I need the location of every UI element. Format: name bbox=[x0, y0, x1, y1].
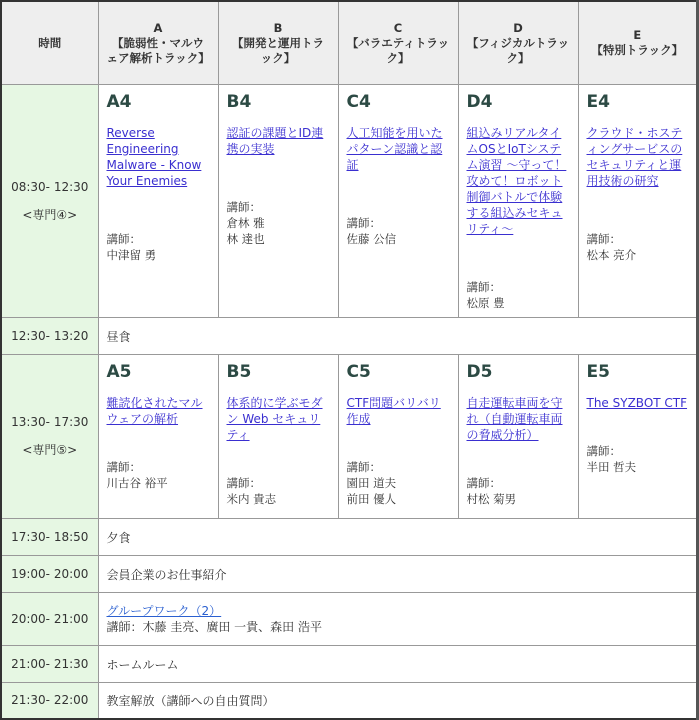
header-track-b: B 【開発と運用トラック】 bbox=[218, 1, 338, 85]
session-c5 bbox=[338, 355, 458, 519]
lecturer-label: 講師： bbox=[466, 476, 501, 490]
lunch-cell: 昼食 bbox=[98, 318, 698, 355]
session-code: D5 bbox=[466, 362, 493, 382]
header-track-d: D 【フィジカルトラック】 bbox=[458, 1, 578, 85]
homeroom-row bbox=[1, 646, 698, 683]
session-d4 bbox=[458, 85, 578, 318]
time-cell: 21:30- 22:00 bbox=[1, 683, 98, 719]
block4-row bbox=[1, 85, 698, 318]
group-work-lecturers: 講師：木藤 圭亮、廣田 一貴、森田 浩平 bbox=[106, 620, 322, 634]
session-title-link[interactable]: 人工知能を用いたパターン認識と認証 bbox=[346, 126, 443, 172]
session-title-link[interactable]: 組込みリアルタイムOSとIoTシステム演習 〜守って！攻めて！ロボット制御バトルで体験する組込みセキュリティ〜 bbox=[466, 126, 567, 236]
lecturer-label: 講師： bbox=[466, 280, 501, 294]
time-cell: 19:00- 20:00 bbox=[1, 556, 98, 593]
header-track-c: C 【バラエティトラック】 bbox=[338, 1, 458, 85]
lunch-row bbox=[1, 318, 698, 355]
lecturer-name: 村松 菊男 bbox=[466, 492, 517, 506]
session-title-link[interactable]: 体系的に学ぶモダン Web セキュリティ bbox=[226, 396, 323, 442]
lecturer-name: 林 達也 bbox=[226, 232, 265, 246]
session-title-link[interactable]: 難読化されたマルウェアの解析 bbox=[106, 396, 203, 426]
lecturer-name: 米内 貴志 bbox=[226, 492, 277, 506]
lecturer-name: 倉林 雅 bbox=[226, 216, 265, 230]
dinner-row bbox=[1, 519, 698, 556]
company-intro-cell: 会員企業のお仕事紹介 bbox=[98, 556, 698, 593]
lecturer-name: 中津留 勇 bbox=[106, 248, 157, 262]
session-code: B4 bbox=[226, 92, 252, 112]
header-track-e: E 【特別トラック】 bbox=[578, 1, 698, 85]
session-a5 bbox=[98, 355, 218, 519]
lecturer-label: 講師： bbox=[346, 460, 381, 474]
session-title-link[interactable]: 自走運転車両を守れ（自動運転車両の脅威分析） bbox=[466, 396, 563, 442]
lecturer-label: 講師： bbox=[586, 232, 621, 246]
session-code: C5 bbox=[346, 362, 371, 382]
session-code: A4 bbox=[106, 92, 132, 112]
header-track-a: A 【脆弱性・マルウェア解析トラック】 bbox=[98, 1, 218, 85]
session-e5 bbox=[578, 355, 698, 519]
lecturer-name: 松本 亮介 bbox=[586, 248, 637, 262]
group-work-link[interactable]: グループワーク（2） bbox=[106, 604, 222, 618]
session-c4 bbox=[338, 85, 458, 318]
lecturer-name: 園田 道夫 bbox=[346, 476, 397, 490]
time-cell: 13:30- 17:30 <専門⑤> bbox=[1, 355, 98, 519]
open-classroom-row bbox=[1, 683, 698, 719]
session-code: E4 bbox=[586, 92, 610, 112]
session-code: E5 bbox=[586, 362, 610, 382]
lecturer-name: 松原 豊 bbox=[466, 296, 505, 310]
time-cell: 20:00- 21:00 bbox=[1, 593, 98, 646]
block5-row bbox=[1, 355, 698, 519]
lecturer-label: 講師： bbox=[106, 460, 141, 474]
session-a4 bbox=[98, 85, 218, 318]
lecturer-name: 前田 優人 bbox=[346, 492, 397, 506]
time-cell: 17:30- 18:50 bbox=[1, 519, 98, 556]
time-cell: 21:00- 21:30 bbox=[1, 646, 98, 683]
lecturer-label: 講師： bbox=[106, 232, 141, 246]
session-b4 bbox=[218, 85, 338, 318]
dinner-cell: 夕食 bbox=[98, 519, 698, 556]
session-code: C4 bbox=[346, 92, 371, 112]
lecturer-label: 講師： bbox=[346, 216, 381, 230]
session-d5 bbox=[458, 355, 578, 519]
lecturer-label: 講師： bbox=[226, 476, 261, 490]
open-classroom-cell: 教室解放（講師への自由質問） bbox=[98, 683, 698, 719]
time-cell: 12:30- 13:20 bbox=[1, 318, 98, 355]
time-cell: 08:30- 12:30 <専門④> bbox=[1, 85, 98, 318]
session-title-link[interactable]: 認証の課題とID連携の実装 bbox=[226, 126, 324, 156]
session-title-link[interactable]: クラウド・ホスティングサービスのセキュリティと運用技術の研究 bbox=[586, 126, 683, 188]
session-title-link[interactable]: CTF問題バリバリ作成 bbox=[346, 396, 441, 426]
session-title-link[interactable]: Reverse Engineering Malware - Know Your Enemies bbox=[106, 126, 202, 188]
group-work-row bbox=[1, 593, 698, 646]
session-code: B5 bbox=[226, 362, 252, 382]
session-b5 bbox=[218, 355, 338, 519]
lecturer-name: 川古谷 裕平 bbox=[106, 476, 168, 490]
homeroom-cell: ホームルーム bbox=[98, 646, 698, 683]
company-intro-row bbox=[1, 556, 698, 593]
session-title-link[interactable]: The SYZBOT CTF bbox=[586, 396, 688, 410]
lecturer-name: 半田 哲夫 bbox=[586, 460, 637, 474]
group-work-cell bbox=[98, 593, 698, 646]
session-code: A5 bbox=[106, 362, 132, 382]
session-e4 bbox=[578, 85, 698, 318]
lecturer-label: 講師： bbox=[586, 444, 621, 458]
lecturer-label: 講師： bbox=[226, 200, 261, 214]
header-time: 時間 bbox=[1, 1, 98, 85]
lecturer-name: 佐藤 公信 bbox=[346, 232, 397, 246]
session-code: D4 bbox=[466, 92, 493, 112]
header-row bbox=[1, 1, 698, 85]
